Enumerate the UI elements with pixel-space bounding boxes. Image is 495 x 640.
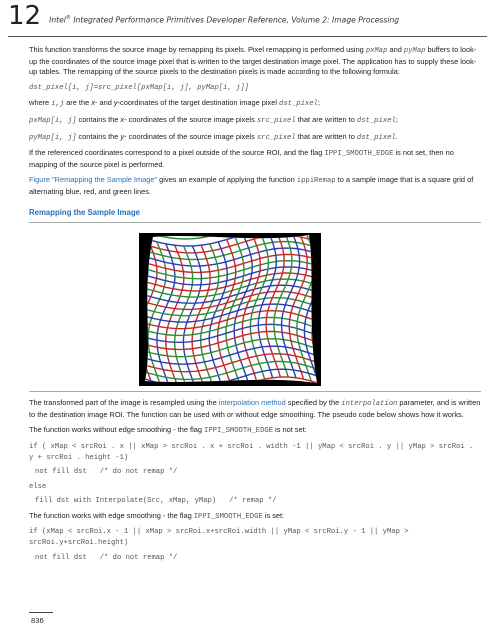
remapped-grid-image	[139, 233, 321, 386]
pymap-definition: pyMap[i, j] contains the y- coordinates of the source image pixels src_pixel that are written to dst_pixel.	[29, 131, 398, 142]
outside-roi-paragraph: If the referenced coordinates correspond to a pixel outside of the source ROI, and the flag IPPI_SMOOTH_EDGE is not set, then no mapping of the source pixel is performed.	[29, 148, 454, 169]
figure-reference-paragraph: Figure "Remapping the Sample Image" gives an example of applying the function ippiRemap to a sample image that is a square grid of alternating blue, red, and green lines.	[29, 175, 474, 196]
page-header	[8, 2, 399, 30]
figure-link[interactable]: Figure "Remapping the Sample Image"	[29, 175, 158, 185]
code-condition-2: if (xMap < srcRoi.x - 1 || xMap > srcRoi.x+srcRoi.width || yMap < srcRoi.y - 1 || yMap > srcRoi.y+srcRoi.height)	[29, 528, 413, 548]
figure-area	[29, 223, 481, 391]
running-title	[49, 15, 399, 25]
resample-paragraph: The transformed part of the image is resampled using the interpolation method specified by the interpolation parameter, and is written to the destination image ROI. The function can be used with or without edge smoothing. The pseudo code below shows how it works.	[29, 398, 481, 419]
code-not-fill-2: not fill dst /* do not remap */	[35, 553, 178, 562]
without-smoothing-paragraph: The function works without edge smoothing - the flag IPPI_SMOOTH_EDGE is not set:	[29, 425, 307, 436]
where-definition: where i,j are the x- and y-coordinates of the target destination image pixel dst_pixel;	[29, 98, 320, 109]
pymap-code: pyMap	[403, 47, 426, 55]
pxmap-definition: pxMap[i, j] contains the x- coordinates of the source image pixels src_pixel that are written to dst_pixel;	[29, 114, 398, 125]
page-number: 836	[31, 616, 44, 625]
intro-paragraph: This function transforms the source image by remapping its pixels. Pixel remapping is performed using pxMap and pyMap buffers to look-up the coordinates of the source image pixel that is written to the target destination image pixel. The application has to supply these look-up tables. The remapping of the source pixels to the destination pixels is made according to the following formula:	[29, 45, 477, 77]
code-fill: fill dst with Interpolate(Src, xMap, yMap) /* remap */	[35, 497, 277, 506]
chapter-number: 12	[8, 1, 42, 31]
figure-bottom-rule	[29, 391, 481, 392]
registered-mark: ®	[65, 15, 71, 22]
with-smoothing-paragraph: The function works with edge smoothing - the flag IPPI_SMOOTH_EDGE is set:	[29, 510, 285, 521]
page-body	[29, 45, 481, 567]
code-else: else	[29, 482, 47, 491]
code-not-fill-1: not fill dst /* do not remap */	[35, 468, 178, 477]
pxmap-code: pxMap	[365, 47, 388, 55]
figure-title: Remapping the Sample Image	[29, 207, 140, 217]
footer-rule	[29, 612, 53, 613]
title-prefix: Intel	[49, 16, 66, 25]
code-condition-1: if ( xMap < srcRoi . x || xMap > srcRoi . x + srcRoi . width -1 || yMap < srcRoi . y || yMap > srcRoi . y + srcRoi . height -1)	[29, 442, 478, 462]
interpolation-link[interactable]: interpolation method	[218, 398, 286, 408]
header-rule	[8, 36, 487, 37]
remap-formula: dst_pixel[i, j]=src_pixel[pxMap[i, j], pyMap[i, j]]	[29, 83, 249, 92]
title-rest: Integrated Performance Primitives Developer Reference, Volume 2: Image Processing	[70, 16, 400, 25]
